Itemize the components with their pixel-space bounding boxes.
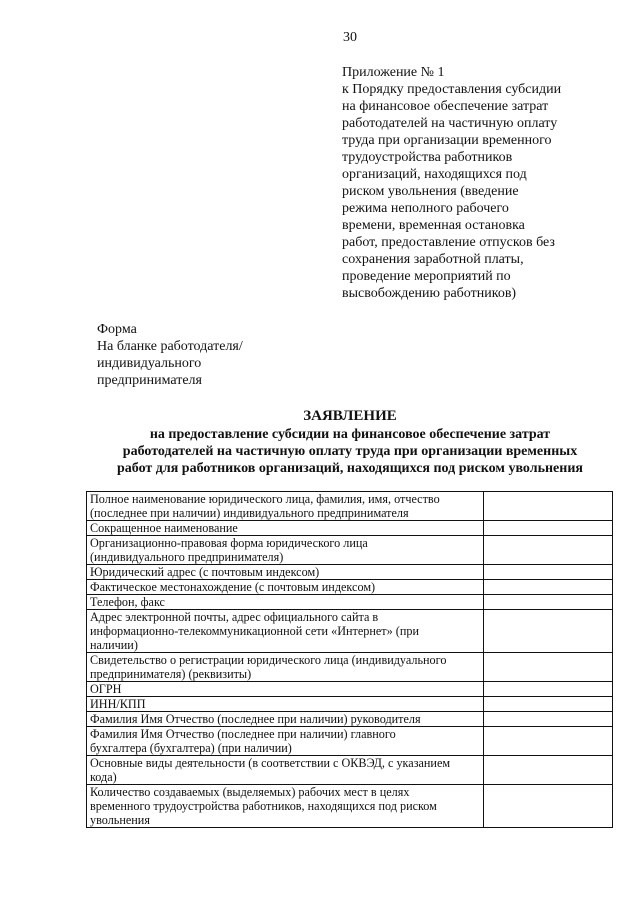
appendix-line: организаций, находящихся под xyxy=(342,167,527,182)
appendix-line: риском увольнения (введение xyxy=(342,184,519,199)
field-value-cell[interactable] xyxy=(484,521,613,536)
field-label xyxy=(87,536,484,565)
field-label-line: Фамилия Имя Отчество (последнее при наличии) руководителя xyxy=(90,712,421,726)
appendix-line: работодателей на частичную оплату xyxy=(342,116,558,131)
field-label xyxy=(87,682,484,697)
field-label-line: наличии) xyxy=(90,638,138,652)
appendix-line: Приложение № 1 xyxy=(342,65,445,80)
field-value-cell[interactable] xyxy=(484,580,613,595)
field-label-line: ИНН/КПП xyxy=(90,697,146,711)
field-label-line: Фактическое местонахождение (с почтовым индексом) xyxy=(90,580,376,594)
field-label xyxy=(87,492,484,521)
field-label-line: Свидетельство о регистрации юридического лица (индивидуального xyxy=(90,653,447,667)
field-value-cell[interactable] xyxy=(484,682,613,697)
field-label xyxy=(87,712,484,727)
table-row xyxy=(87,712,613,727)
table-row xyxy=(87,595,613,610)
field-value-cell[interactable] xyxy=(484,727,613,756)
document-title: ЗАЯВЛЕНИЕ xyxy=(303,408,397,424)
form-note xyxy=(97,321,243,389)
field-label xyxy=(87,653,484,682)
table-row xyxy=(87,697,613,712)
field-label-line: Организационно-правовая форма юридического лица xyxy=(90,536,368,550)
application-form-table xyxy=(86,491,613,828)
field-value-cell[interactable] xyxy=(484,565,613,580)
field-label-line: Сокращенное наименование xyxy=(90,521,238,535)
appendix-line: на финансовое обеспечение затрат xyxy=(342,99,549,114)
field-label-line: Полное наименование юридического лица, фамилия, имя, отчество xyxy=(90,492,440,506)
table-row xyxy=(87,653,613,682)
appendix-line: проведение мероприятий по xyxy=(342,269,511,284)
form-note-line: Форма xyxy=(97,322,137,337)
form-note-line: индивидуального xyxy=(97,356,202,371)
field-label-line: информационно-телекоммуникационной сети «Интернет» (при xyxy=(90,624,419,638)
field-label-line: Количество создаваемых (выделяемых) рабочих мест в целях xyxy=(90,785,410,799)
field-label-line: Фамилия Имя Отчество (последнее при наличии) главного xyxy=(90,727,396,741)
field-label-line: Телефон, факс xyxy=(90,595,165,609)
field-value-cell[interactable] xyxy=(484,610,613,653)
table-row xyxy=(87,785,613,828)
table-row xyxy=(87,756,613,785)
field-label xyxy=(87,521,484,536)
field-label xyxy=(87,595,484,610)
table-row xyxy=(87,727,613,756)
appendix-note xyxy=(342,64,602,302)
appendix-line: сохранения заработной платы, xyxy=(342,252,524,267)
field-label-line: (индивидуального предпринимателя) xyxy=(90,550,284,564)
form-table-body xyxy=(87,492,613,828)
field-label-line: временного трудоустройства работников, находящихся под риском xyxy=(90,799,437,813)
field-label-line: увольнения xyxy=(90,813,150,827)
table-row xyxy=(87,580,613,595)
appendix-line: трудоустройства работников xyxy=(342,150,513,165)
field-label xyxy=(87,727,484,756)
page-number: 30 xyxy=(343,30,357,45)
appendix-line: работ, предоставление отпусков без xyxy=(342,235,555,250)
field-value-cell[interactable] xyxy=(484,712,613,727)
field-label-line: Основные виды деятельности (в соответствии с ОКВЭД, с указанием xyxy=(90,756,451,770)
appendix-line: к Порядку предоставления субсидии xyxy=(342,82,562,97)
form-note-line: На бланке работодателя/ xyxy=(97,339,243,354)
field-value-cell[interactable] xyxy=(484,653,613,682)
field-value-cell[interactable] xyxy=(484,492,613,521)
document-heading xyxy=(0,407,640,477)
field-label-line: Адрес электронной почты, адрес официального сайта в xyxy=(90,610,379,624)
table-row xyxy=(87,610,613,653)
field-value-cell[interactable] xyxy=(484,697,613,712)
field-label xyxy=(87,610,484,653)
table-row xyxy=(87,565,613,580)
table-row xyxy=(87,521,613,536)
table-row xyxy=(87,682,613,697)
appendix-line: труда при организации временного xyxy=(342,133,552,148)
field-label-line: ОГРН xyxy=(90,682,122,696)
appendix-line: режима неполного рабочего xyxy=(342,201,509,216)
form-note-line: предпринимателя xyxy=(97,373,202,388)
field-label-line: кода) xyxy=(90,770,117,784)
field-value-cell[interactable] xyxy=(484,785,613,828)
field-label xyxy=(87,565,484,580)
field-label xyxy=(87,580,484,595)
document-subtitle-line: работ для работников организаций, находящихся под риском увольнения xyxy=(117,461,583,476)
field-label-line: предпринимателя) (реквизиты) xyxy=(90,667,252,681)
document-subtitle-line: на предоставление субсидии на финансовое обеспечение затрат xyxy=(149,427,551,442)
field-label xyxy=(87,785,484,828)
table-row xyxy=(87,536,613,565)
field-label xyxy=(87,697,484,712)
field-label xyxy=(87,756,484,785)
field-value-cell[interactable] xyxy=(484,756,613,785)
field-label-line: бухгалтера (бухгалтера) (при наличии) xyxy=(90,741,292,755)
appendix-line: времени, временная остановка xyxy=(342,218,525,233)
document-subtitle-line: работодателей на частичную оплату труда при организации временных xyxy=(122,444,578,459)
field-label-line: (последнее при наличии) индивидуального предпринимателя xyxy=(90,506,409,520)
field-value-cell[interactable] xyxy=(484,595,613,610)
appendix-line: высвобождению работников) xyxy=(342,286,517,301)
table-row xyxy=(87,492,613,521)
field-value-cell[interactable] xyxy=(484,536,613,565)
field-label-line: Юридический адрес (с почтовым индексом) xyxy=(90,565,320,579)
